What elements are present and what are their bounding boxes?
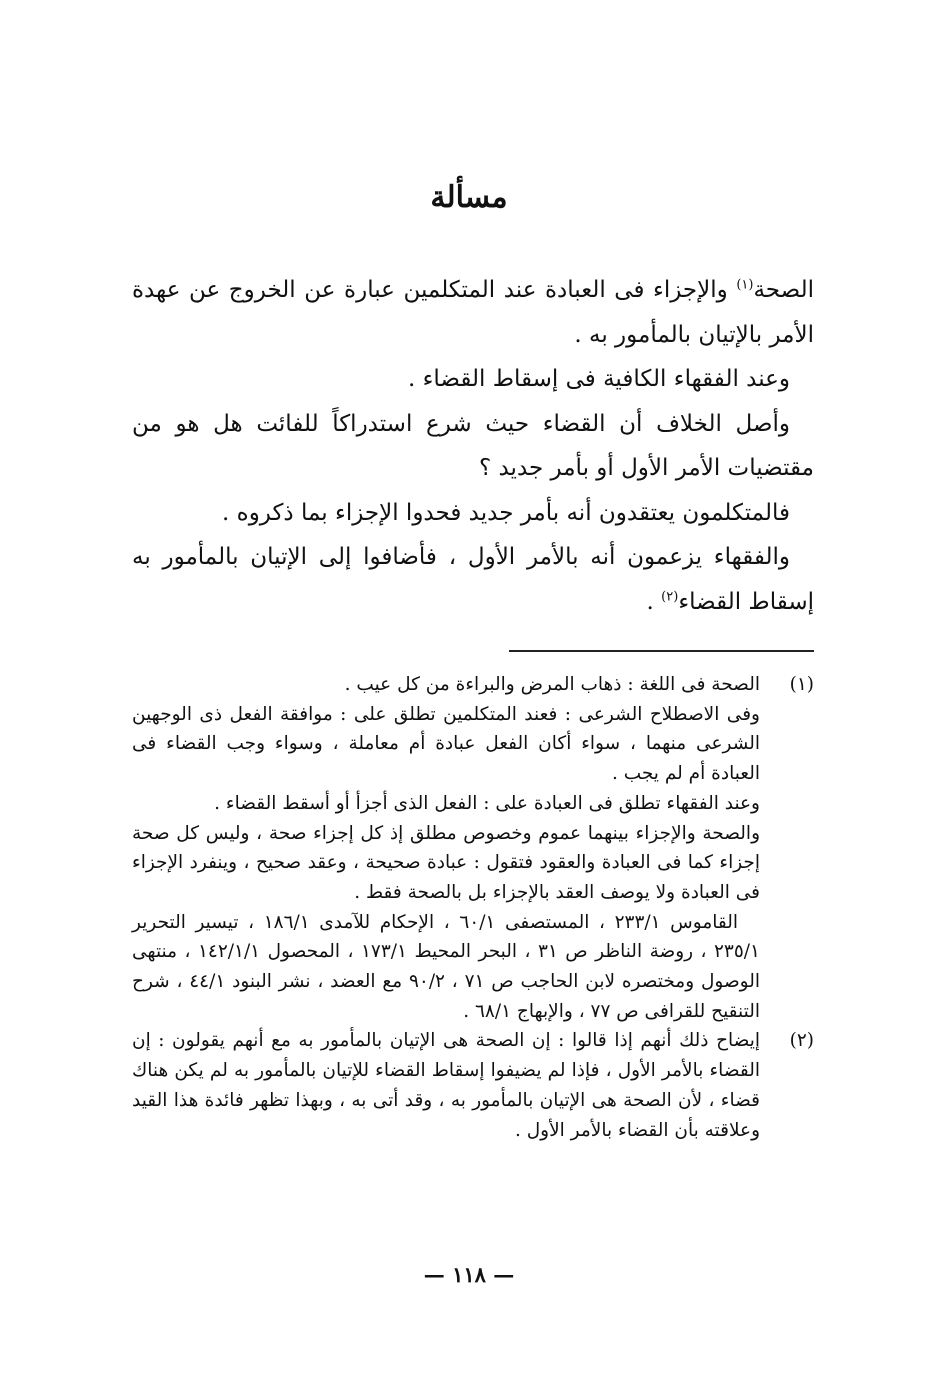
- paragraph-3: وأصل الخلاف أن القضاء حيث شرع استدراكاً للفائت هل هو من مقتضيات الأمر الأول أو بأمر جديد ؟: [132, 410, 814, 481]
- footnote-separator: [509, 650, 814, 652]
- footnote-2-number: (٢): [789, 1030, 814, 1052]
- footnote-2: [132, 1026, 814, 1145]
- footnote-1-paragraph: وعند الفقهاء تطلق فى العبادة على : الفعل الذى أجزأ أو أسقط القضاء .: [214, 792, 760, 814]
- paragraph-5: [132, 535, 814, 624]
- paragraph-1-rest: والإجزاء فى العبادة عند المتكلمين عبارة عن الخروج عن عهدة الأمر بالإتيان بالمأمور به .: [132, 277, 814, 348]
- footnote-ref-1[interactable]: (١): [736, 277, 754, 293]
- paragraph-2: وعند الفقهاء الكافية فى إسقاط القضاء .: [407, 366, 790, 392]
- footnote-1-paragraph: الصحة فى اللغة : ذهاب المرض والبراءة من كل عيب .: [344, 674, 760, 695]
- footnote-ref-2[interactable]: (٢): [661, 588, 679, 604]
- paragraph-1-start: الصحة: [753, 277, 814, 303]
- footnote-1-number: (١): [789, 674, 814, 695]
- page-number: — ١١٨ —: [423, 1262, 515, 1287]
- footnote-1-paragraph: والصحة والإجزاء بينهما عموم وخصوص مطلق إذ كل إجزاء صحة ، وليس كل صحة إجزاء كما فى العبادة والعقود فتقول : عبادة صحيحة ، وعقد صحيح ، وينفرد الإجزاء فى العبادة ولا يوصف العقد بالإجزاء بل بالصحة فقط .: [132, 822, 760, 903]
- footnote-1: [132, 670, 814, 1026]
- footnotes-section: [132, 670, 814, 1145]
- paragraph-5-end: .: [646, 588, 662, 615]
- paragraph-4: فالمتكلمون يعتقدون أنه بأمر جديد فحدوا الإجزاء بما ذكروه .: [222, 499, 790, 526]
- main-text: [132, 268, 814, 624]
- footnote-1-references: القاموس ٢٣٣/١ ، المستصفى ٦٠/١ ، الإحكام للآمدى ١٨٦/١ ، تيسير التحرير ٢٣٥/١ ، روضة الناظر ص ٣١ ، البحر المحيط ١٧٣/١ ، المحصول ١٤٢/١/١ ، منتهى الوصول ومختصره لابن الحاجب ص ٧١ ، ٩٠/٢ مع العضد ، نشر البنود ٤٤/١ ، شرح التنقيح للقرافى ص ٧٧ ، والإبهاج ٦٨/١ .: [132, 911, 761, 1022]
- paragraph-5-start: والفقهاء يزعمون أنه بالأمر الأول ، فأضافوا إلى الإتيان بالمأمور به إسقاط القضاء: [132, 544, 814, 615]
- paragraph-1: [132, 268, 814, 357]
- page-title: مسألة: [430, 180, 508, 215]
- footnote-1-paragraph: وفى الاصطلاح الشرعى : فعند المتكلمين تطلق على : موافقة الفعل ذى الوجهين الشرعى منهما ، سواء أكان الفعل عبادة أم معاملة ، وسواء وجب القضاء فى العبادة أم لم يجب .: [132, 703, 760, 785]
- footnote-2-paragraph: إيضاح ذلك أنهم إذا قالوا : إن الصحة هى الإتيان بالمأمور به مع أنهم يقولون : إن القضاء بالأمر الأول ، فإذا لم يضيفوا إسقاط القضاء للإتيان بالمأمور به لم يكن هناك قضاء ، لأن الصحة هى الإتيان بالمأمور به ، وقد أتى به ، وبهذا تظهر فائدة هذا القيد وعلاقته بأن القضاء بالأمر الأول .: [132, 1030, 760, 1141]
